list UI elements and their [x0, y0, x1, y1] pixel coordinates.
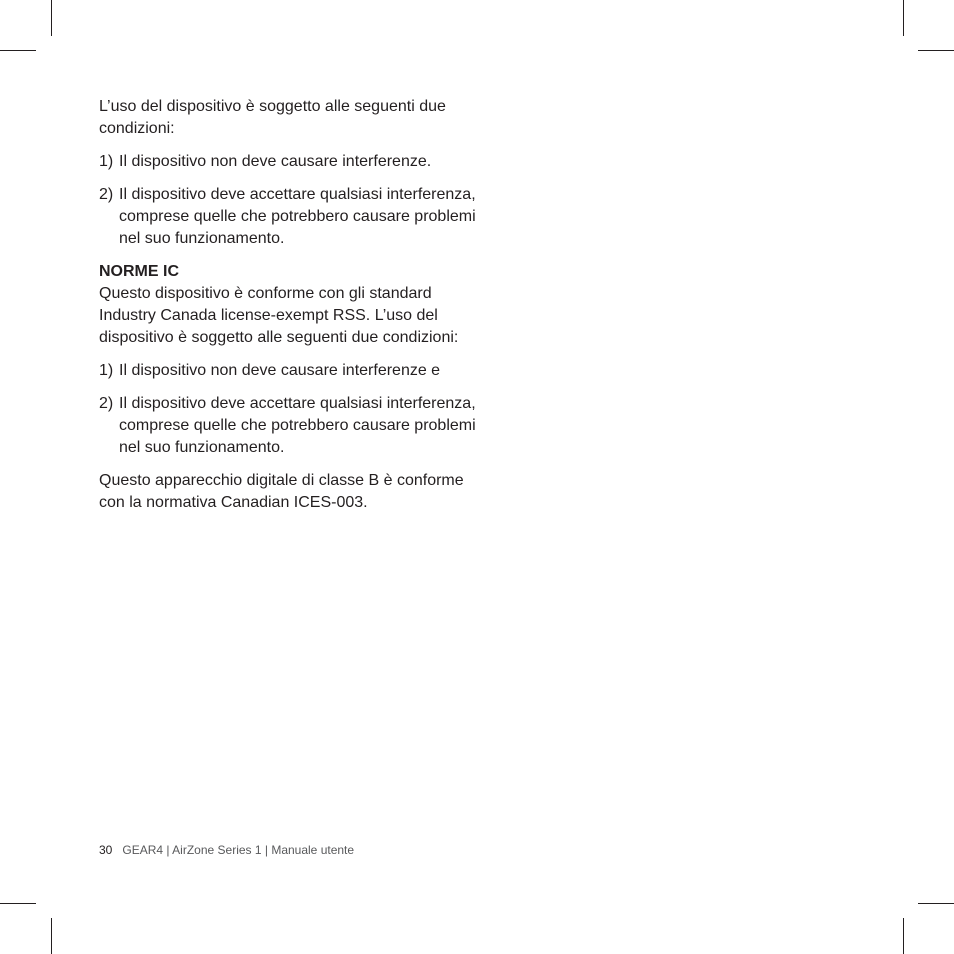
crop-mark-top-left-horizontal [0, 50, 36, 51]
fcc-condition-2 [99, 184, 479, 250]
crop-mark-top-right-horizontal [918, 50, 954, 51]
crop-mark-top-left-vertical [51, 0, 52, 36]
condition-text: Il dispositivo non deve causare interferenze e [119, 362, 441, 379]
page-footer [99, 842, 354, 858]
crop-mark-bottom-left-vertical [51, 918, 52, 954]
ic-condition-1 [99, 360, 479, 382]
ices-paragraph: Questo apparecchio digitale di classe B è conforme con la normativa Canadian ICES-003. [99, 472, 464, 511]
condition-number: 1) [99, 153, 114, 170]
ic-paragraph: Questo dispositivo è conforme con gli standard Industry Canada license-exempt RSS. L’uso del dispositivo è soggetto alle seguenti due condizioni: [99, 285, 459, 346]
intro-paragraph: L’uso del dispositivo è soggetto alle seguenti due condizioni: [99, 98, 446, 137]
fcc-condition-1 [99, 151, 479, 173]
crop-mark-bottom-right-vertical [903, 918, 904, 954]
page-number: 30 [99, 843, 113, 857]
page-content [99, 96, 479, 525]
crop-mark-bottom-left-horizontal [0, 903, 36, 904]
condition-number: 2) [99, 186, 114, 203]
footer-text: GEAR4 | AirZone Series 1 | Manuale utente [122, 843, 355, 857]
crop-mark-bottom-right-horizontal [918, 903, 954, 904]
condition-text: Il dispositivo deve accettare qualsiasi interferenza, comprese quelle che potrebbero causare problemi nel suo funzionamento. [119, 395, 476, 456]
condition-text: Il dispositivo non deve causare interferenze. [119, 153, 432, 170]
crop-mark-top-right-vertical [903, 0, 904, 36]
condition-number: 1) [99, 362, 114, 379]
condition-text: Il dispositivo deve accettare qualsiasi interferenza, comprese quelle che potrebbero causare problemi nel suo funzionamento. [119, 186, 476, 247]
condition-number: 2) [99, 395, 114, 412]
ic-condition-2 [99, 393, 479, 459]
ic-heading: NORME IC [99, 263, 179, 280]
